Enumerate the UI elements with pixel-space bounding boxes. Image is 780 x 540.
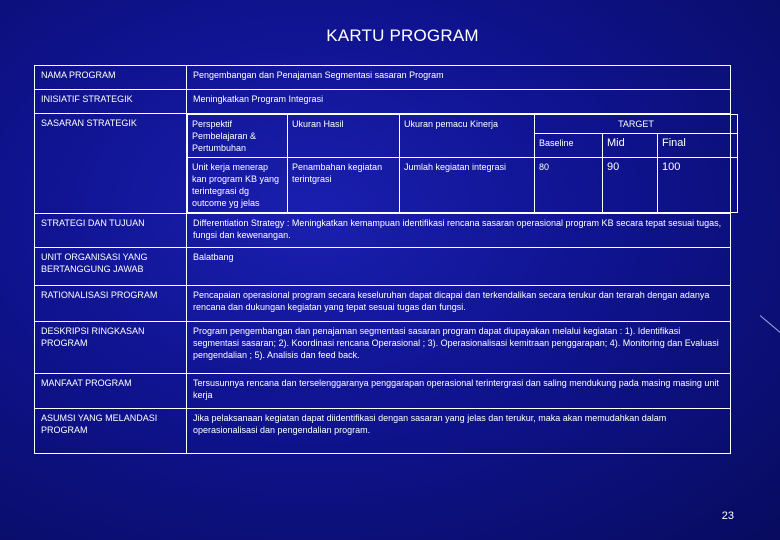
label-rationalisasi: RATIONALISASI PROGRAM — [35, 286, 187, 322]
value-ukuran-pemacu: Jumlah kegiatan integrasi — [400, 158, 535, 213]
label-manfaat: MANFAAT PROGRAM — [35, 374, 187, 409]
header-baseline: Baseline — [535, 134, 603, 158]
row-nama-program — [35, 66, 731, 90]
value-mid: 90 — [603, 158, 658, 213]
header-ukuran-hasil: Ukuran Hasil — [288, 115, 400, 158]
row-sasaran-strategik — [35, 114, 731, 214]
value-nama-program: Pengembangan dan Penajaman Segmentasi sasaran Program — [187, 66, 731, 90]
value-ukuran-hasil: Penambahan kegiatan terintgrasi — [288, 158, 400, 213]
header-final: Final — [658, 134, 738, 158]
value-final: 100 — [658, 158, 738, 213]
value-strategi-tujuan: Differentiation Strategy : Meningkatkan kemampuan identifikasi rencana sasaran operasional program KB secara tepat sesuai tugas, fungsi dan kewenangan. — [187, 214, 731, 248]
header-ukuran-pemacu: Ukuran pemacu Kinerja — [400, 115, 535, 158]
row-strategi-tujuan — [35, 214, 731, 248]
row-manfaat — [35, 374, 731, 409]
sasaran-value-row — [188, 158, 738, 213]
sasaran-grid — [187, 114, 738, 213]
label-sasaran-strategik: SASARAN STRATEGIK — [35, 114, 187, 214]
label-deskripsi: DESKRIPSI RINGKASAN PROGRAM — [35, 322, 187, 374]
row-rationalisasi — [35, 286, 731, 322]
value-perspektif: Unit kerja menerap kan program KB yang terintegrasi dg outcome yg jelas — [188, 158, 288, 213]
value-asumsi: Jika pelaksanaan kegiatan dapat diidentifikasi dengan sasaran yang jelas dan terukur, maka akan memudahkan dalam operasionalisasi dan pengendalian program. — [187, 409, 731, 454]
value-rationalisasi: Pencapaian operasional program secara keseluruhan dapat dicapai dan terkendalikan secara terukur dan terarah dengan adanya rencana dan dukungan kegiatan yang tepat sesuai tugas dan fungsi. — [187, 286, 731, 322]
label-unit-organisasi: UNIT ORGANISASI YANG BERTANGGUNG JAWAB — [35, 248, 187, 286]
value-deskripsi: Program pengembangan dan penajaman segmentasi sasaran program dapat diupayakan melalui kegiatan : 1). Identifikasi segmentasi sasaran; 2). Koordinasi rencana Operasional ; 3). Operasionalisasi kemitraan penggarapan; 4). Monitoring dan Evaluasi pengendalian ; 5). Analisis dan feed back. — [187, 322, 731, 374]
value-unit-organisasi: Balatbang — [187, 248, 731, 286]
row-asumsi — [35, 409, 731, 454]
page-number: 23 — [721, 510, 734, 522]
value-inisiatif-strategik: Meningkatkan Program Integrasi — [187, 90, 731, 114]
header-target: TARGET — [535, 115, 738, 134]
value-baseline: 80 — [535, 158, 603, 213]
label-strategi-tujuan: STRATEGI DAN TUJUAN — [35, 214, 187, 248]
header-perspektif: Perspektif Pembelajaran & Pertumbuhan — [188, 115, 288, 158]
program-card-table — [34, 65, 731, 454]
page-title: KARTU PROGRAM — [326, 26, 479, 45]
row-unit-organisasi — [35, 248, 731, 286]
decorative-line — [760, 315, 780, 335]
row-inisiatif-strategik — [35, 90, 731, 114]
label-asumsi: ASUMSI YANG MELANDASI PROGRAM — [35, 409, 187, 454]
header-mid: Mid — [603, 134, 658, 158]
sasaran-grid-cell — [187, 114, 731, 214]
label-nama-program: NAMA PROGRAM — [35, 66, 187, 90]
label-inisiatif-strategik: INISIATIF STRATEGIK — [35, 90, 187, 114]
sasaran-header-row — [188, 115, 738, 134]
row-deskripsi — [35, 322, 731, 374]
value-manfaat: Tersusunnya rencana dan terselenggaranya penggarapan operasional terintergrasi dan saling mendukung pada masing masing unit kerja — [187, 374, 731, 409]
